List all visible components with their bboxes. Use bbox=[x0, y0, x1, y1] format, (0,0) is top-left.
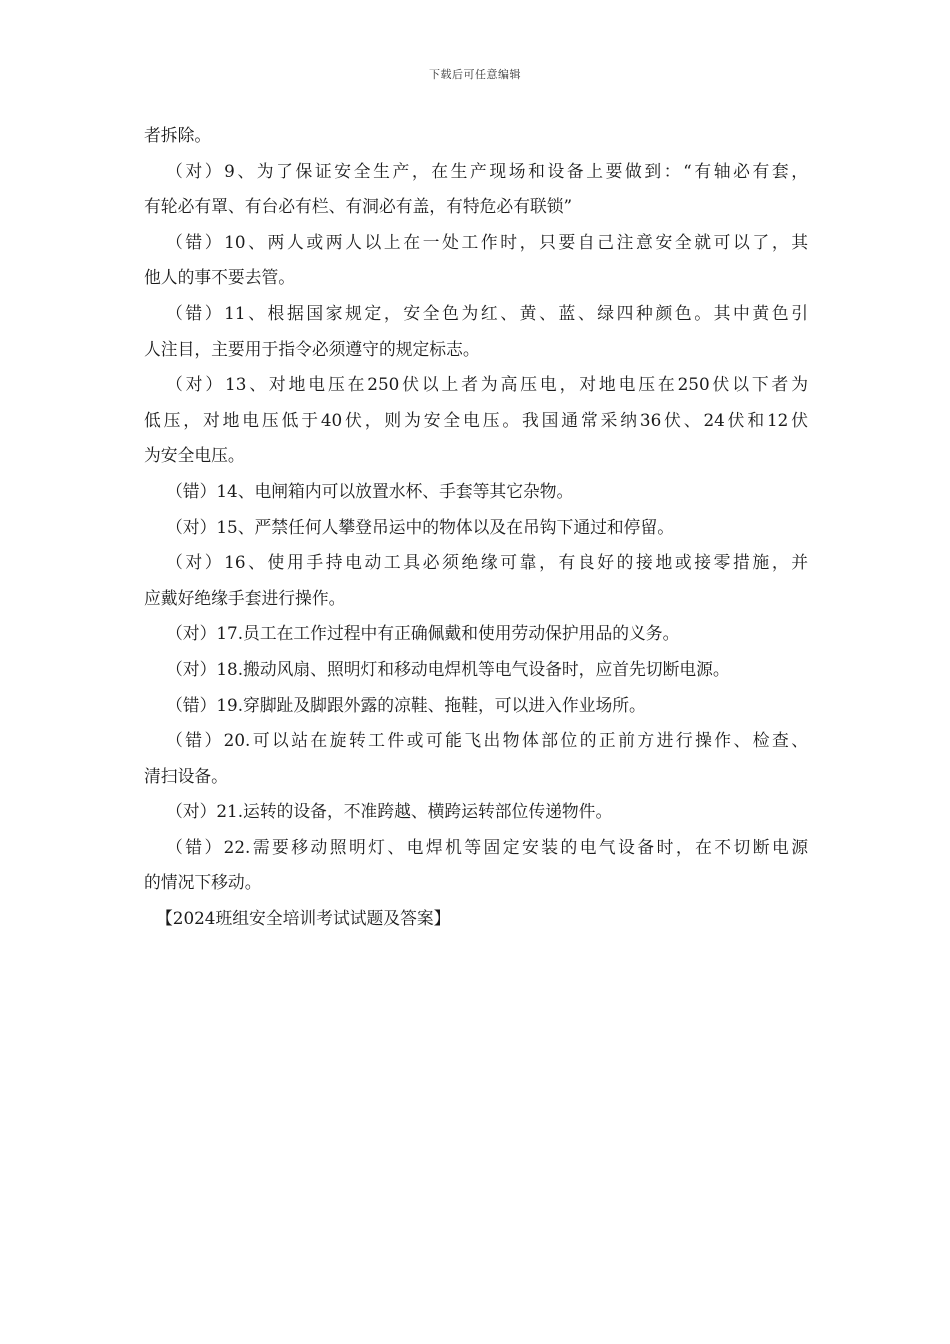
question-11-line-1: （错）11、根据国家规定，安全色为红、黄、蓝、绿四种颜色。其中黄色引 bbox=[166, 302, 808, 323]
question-11-line-2: 人注目，主要用于指令必须遵守的规定标志。 bbox=[144, 338, 480, 359]
question-13-line-3: 为安全电压。 bbox=[144, 445, 245, 466]
question-22-line-1: （错）22.需要移动照明灯、电焊机等固定安装的电气设备时，在不切断电源 bbox=[166, 836, 808, 857]
document-body bbox=[144, 118, 808, 937]
question-13-line-2: 低压，对地电压低于40伏，则为安全电压。我国通常采纳36伏、24伏和12伏 bbox=[144, 409, 808, 430]
page-header: 下载后可任意编辑 bbox=[429, 68, 521, 81]
text-line: 者拆除。 bbox=[144, 125, 212, 145]
question-18-line-1: （对）18.搬动风扇、照明灯和移动电焊机等电气设备时，应首先切断电源。 bbox=[166, 658, 730, 679]
question-21-line-1: （对）21.运转的设备，不准跨越、横跨运转部位传递物件。 bbox=[166, 801, 613, 822]
question-10-line-1: （错）10、两人或两人以上在一处工作时，只要自己注意安全就可以了，其 bbox=[166, 231, 808, 252]
document-title-footer: 【2024班组安全培训考试试题及答案】 bbox=[156, 908, 451, 929]
question-15-line-1: （对）15、严禁任何人攀登吊运中的物体以及在吊钩下通过和停留。 bbox=[166, 516, 675, 537]
question-16-line-2: 应戴好绝缘手套进行操作。 bbox=[144, 587, 346, 608]
question-9-line-2: 有轮必有罩、有台必有栏、有洞必有盖，有特危必有联锁” bbox=[144, 196, 573, 217]
question-10-line-2: 他人的事不要去管。 bbox=[144, 267, 296, 288]
question-17-line-1: （对）17.员工在工作过程中有正确佩戴和使用劳动保护用品的义务。 bbox=[166, 623, 680, 644]
question-16-line-1: （对）16、使用手持电动工具必须绝缘可靠，有良好的接地或接零措施，并 bbox=[166, 552, 808, 573]
question-14-line-1: （错）14、电闸箱内可以放置水杯、手套等其它杂物。 bbox=[166, 480, 574, 501]
question-9-line-1: （对）9、为了保证安全生产，在生产现场和设备上要做到：“有轴必有套， bbox=[166, 160, 808, 181]
question-22-line-2: 的情况下移动。 bbox=[144, 872, 262, 893]
question-13-line-1: （对）13、对地电压在250伏以上者为高压电，对地电压在250伏以下者为 bbox=[166, 374, 808, 395]
question-20-line-2: 清扫设备。 bbox=[144, 765, 228, 786]
question-19-line-1: （错）19.穿脚趾及脚跟外露的凉鞋、拖鞋，可以进入作业场所。 bbox=[166, 694, 646, 715]
question-20-line-1: （错）20.可以站在旋转工件或可能飞出物体部位的正前方进行操作、检查、 bbox=[166, 730, 808, 751]
